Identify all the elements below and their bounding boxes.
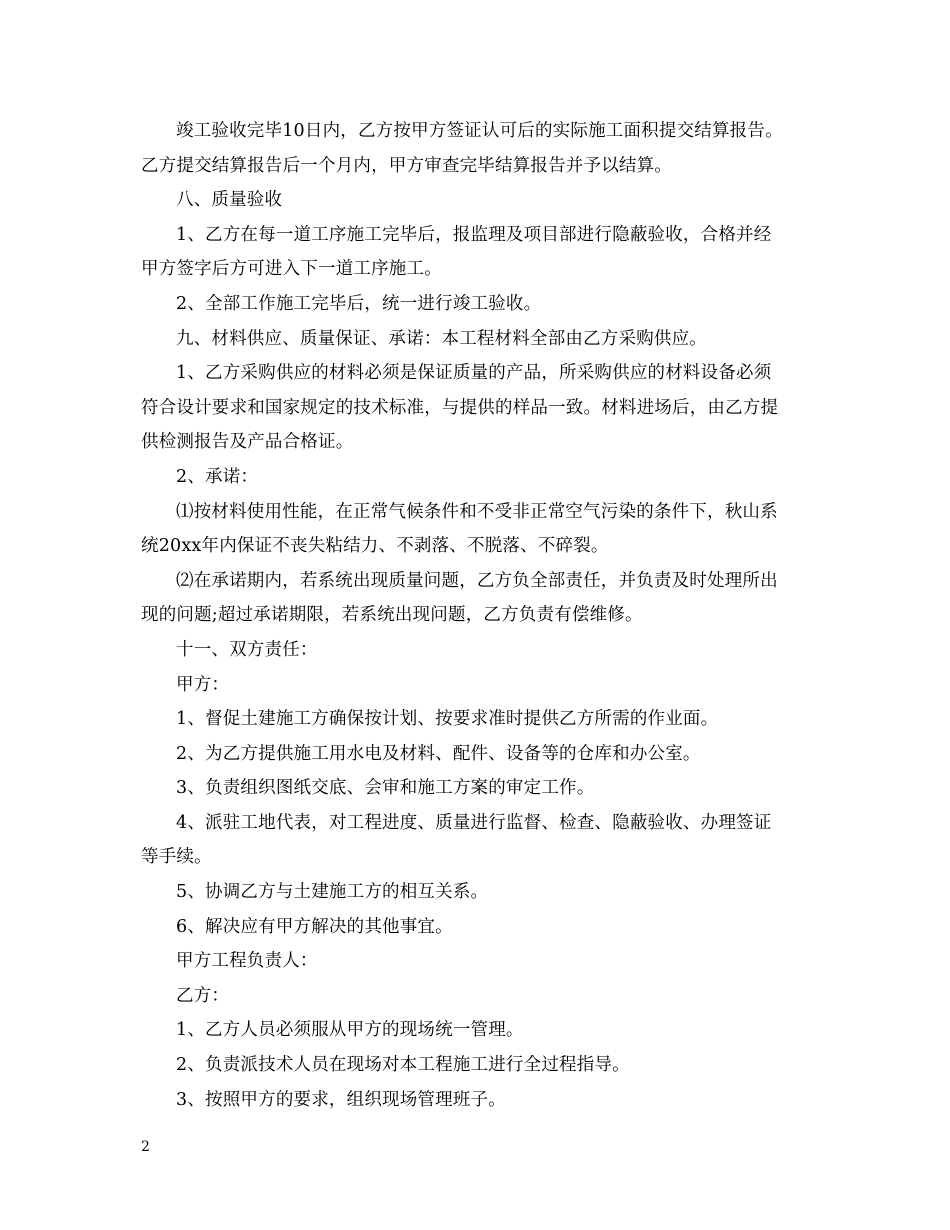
paragraph-line: 甲方工程负责人： (176, 951, 318, 972)
document-body (141, 114, 831, 1117)
section-heading: 十一、双方责任： (176, 639, 318, 660)
paragraph-line: 2、全部工作施工完毕后，统一进行竣工验收。 (176, 293, 542, 314)
paragraph-line: 甲方： (176, 674, 230, 695)
paragraph-line: 2、为乙方提供施工用水电及材料、配件、设备等的仓库和办公室。 (176, 743, 701, 764)
paragraph-line: 1、乙方人员必须服从甲方的现场统一管理。 (176, 1020, 524, 1041)
paragraph-line: 乙方提交结算报告后一个月内，甲方审查完毕结算报告并予以结算。 (141, 155, 672, 176)
paragraph-line: 统20xx年内保证不丧失粘结力、不剥落、不脱落、不碎裂。 (141, 536, 609, 557)
paragraph-line: 6、解决应有甲方解决的其他事宜。 (176, 916, 453, 937)
paragraph-line: 符合设计要求和国家规定的技术标准，与提供的样品一致。材料进场后，由乙方提 (141, 397, 779, 418)
paragraph-line: 等手续。 (141, 847, 212, 868)
paragraph-line: 2、承诺： (176, 466, 259, 487)
paragraph-line: 供检测报告及产品合格证。 (141, 432, 354, 453)
paragraph-line: ⑵在承诺期内，若系统出现质量问题，乙方负全部责任，并负责及时处理所出 (176, 570, 778, 591)
paragraph-line: 甲方签字后方可进入下一道工序施工。 (141, 259, 442, 280)
section-heading: 八、质量验收 (176, 190, 283, 211)
paragraph-line: 3、负责组织图纸交底、会审和施工方案的审定工作。 (176, 778, 595, 799)
paragraph-line: 4、派驻工地代表，对工程进度、质量进行监督、检查、隐蔽验收、办理签证 (176, 812, 772, 833)
paragraph-line: 3、按照甲方的要求，组织现场管理班子。 (176, 1089, 506, 1110)
paragraph-line: 5、协调乙方与土建施工方的相互关系。 (176, 882, 489, 903)
paragraph-line: 现的问题;超过承诺期限，若系统出现问题，乙方负责有偿维修。 (141, 605, 643, 626)
paragraph-line: 1、乙方采购供应的材料必须是保证质量的产品，所采购供应的材料设备必须 (176, 363, 772, 384)
paragraph-line: 2、负责派技术人员在现场对本工程施工进行全过程指导。 (176, 1055, 630, 1076)
paragraph-line: 竣工验收完毕10日内，乙方按甲方签证认可后的实际施工面积提交结算报告。 (176, 121, 783, 141)
section-heading: 九、材料供应、质量保证、承诺：本工程材料全部由乙方采购供应。 (176, 328, 707, 349)
paragraph-line: 乙方： (176, 985, 230, 1006)
paragraph-line: 1、督促土建施工方确保按计划、按要求准时提供乙方所需的作业面。 (176, 709, 719, 730)
page-number: 2 (141, 1139, 150, 1155)
paragraph-line: 1、乙方在每一道工序施工完毕后，报监理及项目部进行隐蔽验收，合格并经 (176, 224, 772, 245)
paragraph-line: ⑴按材料使用性能，在正常气候条件和不受非正常空气污染的条件下，秋山系 (176, 501, 778, 522)
